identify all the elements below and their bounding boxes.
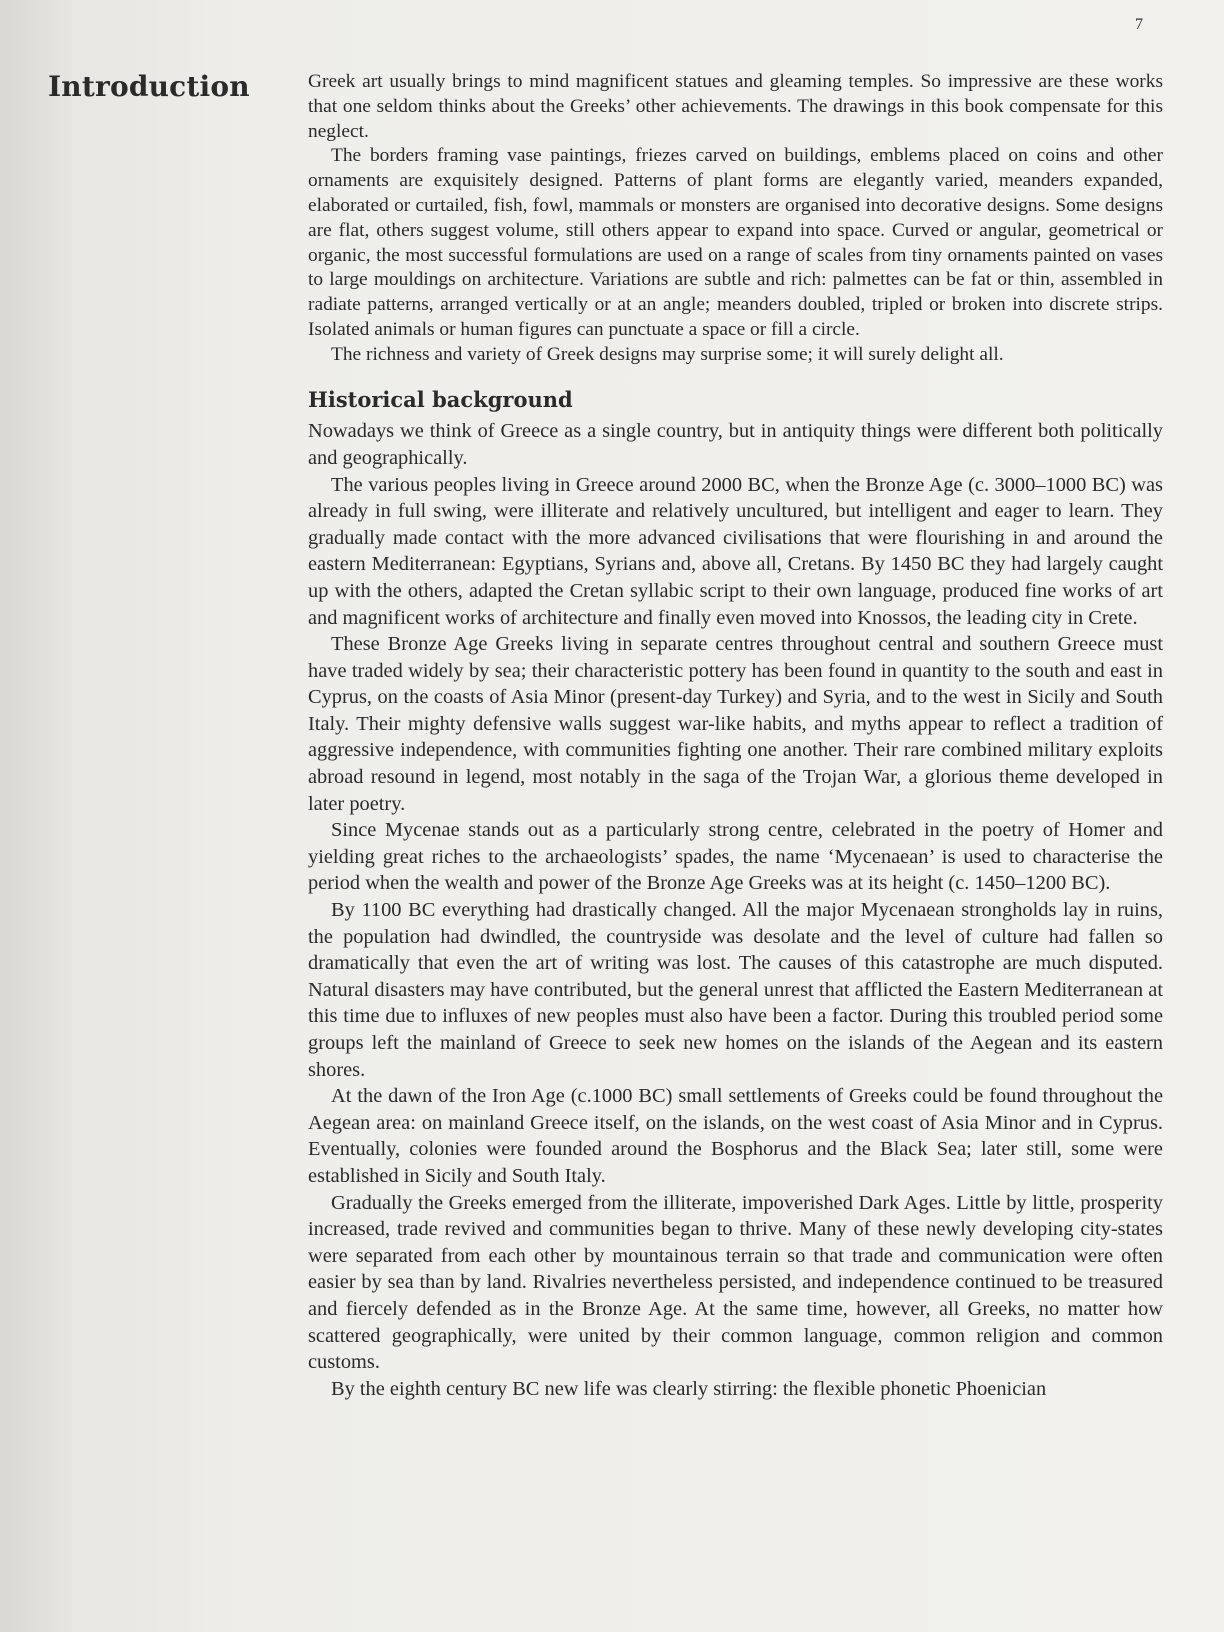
history-paragraph-8: By the eighth century BC new life was clearly stirring: the flexible phonetic Phoenician xyxy=(331,1377,1047,1400)
body-text xyxy=(308,70,1163,1402)
intro-paragraph-3: The richness and variety of Greek designs may surprise some; it will surely delight all. xyxy=(331,343,1004,365)
history-paragraph-5: By 1100 BC everything had drastically changed. All the major Mycenaean strongholds lay in ruins, the population had dwindled, the countryside was desolate and the level of culture had fallen so dramatically that even the art of writing was lost. The causes of this catastrophe are much disputed. Natural disasters may have contributed, but the general unrest that afflicted the Eastern Mediterranean at this time due to influxes of new peoples must also have been a factor. During this troubled period some groups left the mainland of Greece to seek new homes on the islands of the Aegean and its eastern shores. xyxy=(308,899,1163,1081)
page-number: 7 xyxy=(1135,16,1143,33)
history-paragraph-6: At the dawn of the Iron Age (c.1000 BC) small settlements of Greeks could be found throughout the Aegean area: on mainland Greece itself, on the islands, on the west coast of Asia Minor and in Cyprus. Eventually, colonies were founded around the Bosphorus and the Black Sea; later still, some were established in Sicily and South Italy. xyxy=(308,1085,1163,1187)
history-paragraph-1: Nowadays we think of Greece as a single country, but in antiquity things were different both politically and geographically. xyxy=(308,420,1163,469)
history-paragraph-7: Gradually the Greeks emerged from the illiterate, impoverished Dark Ages. Little by little, prosperity increased, trade revived and communities began to thrive. Many of these newly developing city-states were separated from each other by mountainous terrain so that trade and communication were often easier by sea than by land. Rivalries nevertheless persisted, and independence continued to be treasured and fiercely defended as in the Bronze Age. At the same time, however, all Greeks, no matter how scattered geographically, were united by their common language, common religion and common customs. xyxy=(308,1191,1163,1374)
intro-paragraph-2: The borders framing vase paintings, friezes carved on buildings, emblems placed on coins and other ornaments are exquisitely designed. Patterns of plant forms are elegantly varied, meanders expanded, elaborated or curtailed, fish, fowl, mammals or monsters are organised into decorative designs. Some designs are flat, others suggest volume, still others appear to expand into space. Curved or angular, geometrical or organic, the most successful formulations are used on a range of scales from tiny ornaments painted on vases to large mouldings on architecture. Variations are subtle and rich: palmettes can be fat or thin, assembled in radiate patterns, arranged vertically or at an angle; meanders doubled, tripled or broken into discrete strips. Isolated animals or human figures can punctuate a space or fill a circle. xyxy=(308,145,1163,340)
history-paragraph-2: The various peoples living in Greece around 2000 BC, when the Bronze Age (c. 3000–1000 BC) was already in full swing, were illiterate and relatively uncultured, but intelligent and eager to learn. They gradually made contact with the more advanced civilisations that were flourishing in and around the eastern Mediterranean: Egyptians, Syrians and, above all, Cretans. By 1450 BC they had largely caught up with the others, adapted the Cretan syllabic script to their own language, produced fine works of art and magnificent works of architecture and finally even moved into Knossos, the leading city in Crete. xyxy=(308,473,1163,629)
intro-section xyxy=(308,70,1163,368)
historical-background-section xyxy=(308,418,1163,1402)
section-title: Introduction xyxy=(48,70,250,103)
history-paragraph-3: These Bronze Age Greeks living in separate centres throughout central and southern Greece must have traded widely by sea; their characteristic pottery has been found in quantity to the south and east in Cyprus, on the coasts of Asia Minor (present-day Turkey) and Syria, and to the west in Sicily and South Italy. Their mighty defensive walls suggest war-like habits, and myths appear to reflect a tradition of aggressive independence, with communities fighting one another. Their rare combined military exploits abroad resound in legend, most notably in the saga of the Trojan War, a glorious theme developed in later poetry. xyxy=(308,633,1163,815)
history-paragraph-4: Since Mycenae stands out as a particularly strong centre, celebrated in the poetry of Homer and yielding great riches to the archaeologists’ spades, the name ‘Mycenaean’ is used to characterise the period when the wealth and power of the Bronze Age Greeks was at its height (c. 1450–1200 BC). xyxy=(308,819,1163,895)
intro-paragraph-1: Greek art usually brings to mind magnificent statues and gleaming temples. So impressive are these works that one seldom thinks about the Greeks’ other achievements. The drawings in this book compensate for this neglect. xyxy=(308,71,1163,142)
historical-background-heading: Historical background xyxy=(308,386,573,412)
